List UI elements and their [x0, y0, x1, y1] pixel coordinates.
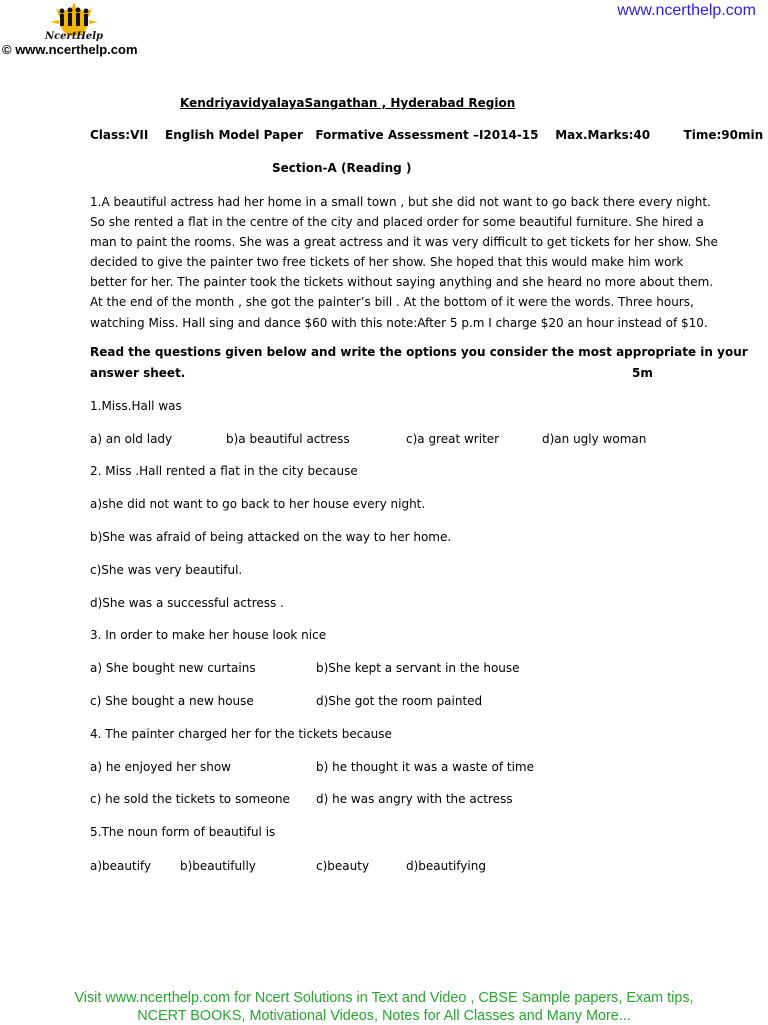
reading-passage — [90, 192, 718, 333]
option-d: d)an ugly woman — [542, 432, 647, 446]
option-d: d)She got the room painted — [316, 694, 483, 708]
option-c: c) She bought a new house — [90, 694, 254, 708]
option-a: a) an old lady — [90, 432, 173, 446]
question-5: 5.The noun form of beautiful is — [90, 825, 276, 839]
option-c: c)She was very beautiful. — [90, 563, 243, 577]
site-link[interactable]: www.ncerthelp.com — [617, 2, 756, 19]
question-2: 2. Miss .Hall rented a flat in the city because — [90, 464, 358, 478]
option-a: a) he enjoyed her show — [90, 760, 231, 774]
option-d: d)She was a successful actress . — [90, 596, 284, 610]
passage-line: watching Miss. Hall sing and dance $60 with this note:After 5 p.m I charge $20 an hour instead of $10. — [90, 315, 708, 330]
passage-line: At the end of the month , she got the painter’s bill . At the bottom of it were the words. Three hours, — [90, 295, 694, 310]
logo-text: NcertHelp — [44, 31, 104, 42]
option-b: b)She kept a servant in the house — [316, 661, 520, 675]
option-d: d)beautifying — [406, 859, 486, 873]
instruction-line: Read the questions given below and write the options you consider the most appropriate in your — [90, 345, 748, 359]
copyright-text: © www.ncerthelp.com — [2, 42, 138, 57]
footer-line-2[interactable]: NCERT BOOKS, Motivational Videos, Notes for All Classes and Many More... — [137, 1008, 631, 1024]
question-4: 4. The painter charged her for the tickets because — [90, 727, 392, 741]
option-b: b) he thought it was a waste of time — [316, 760, 534, 774]
passage-line: decided to give the painter two free tickets of her show. She hoped that this would make him work — [90, 255, 684, 270]
passage-line: So she rented a flat in the centre of the city and placed order for some beautiful furniture. She hired a — [90, 215, 704, 230]
option-a: a) She bought new curtains — [90, 661, 256, 675]
passage-line: man to paint the rooms. She was a great actress and it was very difficult to get tickets for her show. She — [90, 235, 718, 250]
organization-title: KendriyavidyalayaSangathan , Hyderabad Region — [180, 96, 516, 110]
footer-line-1[interactable]: Visit www.ncerthelp.com for Ncert Solutions in Text and Video , CBSE Sample papers, Exam tips, — [74, 990, 694, 1006]
option-a: a)beautify — [90, 859, 152, 873]
passage-line: 1.A beautiful actress had her home in a small town , but she did not want to go back there every night. — [90, 195, 711, 209]
question-1: 1.Miss.Hall was — [90, 399, 182, 413]
option-a: a)she did not want to go back to her house every night. — [90, 497, 426, 511]
section-heading: Section-A (Reading ) — [272, 161, 412, 175]
option-d: d) he was angry with the actress — [316, 792, 513, 806]
option-b: b)She was afraid of being attacked on the way to her home. — [90, 530, 452, 544]
question-3: 3. In order to make her house look nice — [90, 628, 327, 642]
option-b: b)a beautiful actress — [226, 432, 350, 446]
option-c: c)a great writer — [406, 432, 500, 446]
class-details-line: Class:VII English Model Paper Formative Assessment –I2014-15 Max.Marks:40 Time:90min — [90, 128, 764, 142]
marks-label: 5m — [632, 366, 653, 380]
option-c: c)beauty — [316, 859, 370, 873]
passage-line: better for her. The painter took the tickets without saying anything and she heard no more about them. — [90, 275, 714, 290]
promo-footer — [0, 989, 768, 1025]
option-c: c) he sold the tickets to someone — [90, 792, 290, 806]
instruction-line: answer sheet. — [90, 366, 186, 380]
option-b: b)beautifully — [180, 859, 256, 873]
